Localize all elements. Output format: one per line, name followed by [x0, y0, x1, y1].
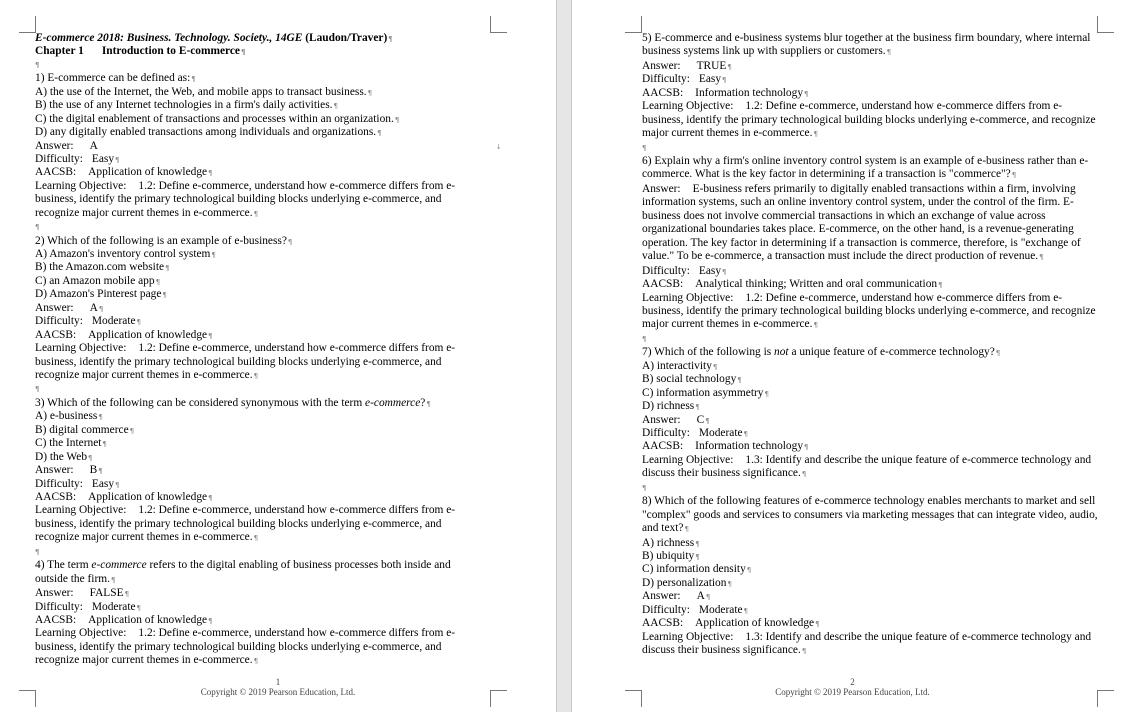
question-8-option-d — [642, 577, 1102, 590]
lo-value: 1.2: Define e-commerce, understand how e-commerce differs from e-business, identify the primary technological building blocks underlying e-commerce, and recognize major current themes in e-commerce. — [35, 342, 456, 382]
question-4-answer — [35, 587, 475, 600]
answer-label: Answer: — [642, 59, 681, 72]
aacsb-label: AACSB: — [35, 613, 77, 626]
answer-label: Answer: — [35, 587, 74, 600]
option-text: A) richness — [642, 536, 695, 549]
pilcrow-mark: ¶ — [426, 399, 431, 408]
empty-paragraph — [642, 482, 1102, 495]
pilcrow-mark: ¶ — [35, 547, 40, 556]
question-8-option-a — [642, 537, 1102, 550]
pilcrow-mark: ¶ — [727, 62, 732, 71]
lo-label: Learning Objective: — [642, 630, 734, 643]
document-page-1[interactable] — [0, 0, 556, 712]
question-text: refers to the digital enabling of business processes both inside and outside the firm. — [35, 559, 451, 585]
difficulty-label: Difficulty: — [642, 426, 690, 439]
question-1-option-c — [35, 113, 475, 126]
aacsb-value: Application of knowledge — [88, 328, 208, 341]
question-text-italic: e-commerce — [91, 559, 147, 572]
pilcrow-mark: ¶ — [208, 493, 213, 502]
pilcrow-mark: ¶ — [695, 552, 700, 561]
question-3-aacsb — [35, 491, 475, 504]
page-gutter — [556, 0, 572, 712]
pilcrow-mark: ¶ — [155, 277, 161, 286]
pilcrow-mark: ¶ — [684, 525, 689, 534]
question-text: ? — [420, 396, 426, 409]
pilcrow-mark: ¶ — [377, 129, 382, 138]
pilcrow-mark: ¶ — [764, 389, 769, 398]
question-text: 7) Which of the following is — [642, 346, 775, 359]
question-4-learning-objective — [35, 627, 475, 668]
question-2-answer — [35, 302, 475, 315]
crop-mark-top-right — [490, 16, 507, 33]
crop-mark-top-left — [19, 16, 36, 33]
option-text: B) social technology — [642, 373, 737, 386]
question-text: 2) Which of the following is an example of e-business? — [35, 234, 287, 247]
pilcrow-mark: ¶ — [804, 89, 809, 98]
question-3-option-d — [35, 451, 475, 464]
aacsb-value: Information technology — [695, 440, 804, 453]
aacsb-value: Analytical thinking; Written and oral communication — [695, 278, 938, 291]
question-5-answer — [642, 60, 1102, 73]
question-3-answer — [35, 464, 475, 477]
pilcrow-mark: ¶ — [746, 566, 752, 575]
question-1-option-d — [35, 126, 475, 139]
question-2-option-a — [35, 248, 475, 261]
aacsb-label: AACSB: — [642, 278, 684, 291]
answer-value: B — [89, 464, 98, 477]
difficulty-label: Difficulty: — [642, 73, 690, 86]
question-text-italic: e-commerce — [365, 396, 421, 409]
question-text: a unique feature of e-commerce technology? — [788, 346, 995, 359]
empty-paragraph — [642, 333, 1102, 346]
lo-value: 1.2: Define e-commerce, understand how e-commerce differs from e-business, identify the primary technological building blocks underlying e-commerce, and recognize major current themes in e-commerce. — [642, 291, 1096, 331]
question-text: 8) Which of the following features of e-commerce technology enables merchants to market and sell "complex" goods and services to consumers via marketing messages that can integrate video, audio, and text? — [642, 495, 1098, 535]
pilcrow-mark: ¶ — [813, 321, 818, 330]
question-2-difficulty — [35, 315, 475, 328]
pilcrow-mark: ¶ — [136, 318, 142, 327]
question-8-answer — [642, 590, 1102, 603]
aacsb-value: Information technology — [695, 86, 804, 99]
question-4-difficulty — [35, 601, 475, 614]
aacsb-label: AACSB: — [642, 617, 684, 630]
question-5-learning-objective — [642, 100, 1102, 141]
difficulty-value: Easy — [91, 152, 115, 165]
pilcrow-mark: ¶ — [743, 606, 749, 615]
difficulty-value: Easy — [698, 73, 722, 86]
pilcrow-mark: ¶ — [165, 264, 170, 273]
question-2-option-c — [35, 275, 475, 288]
option-text: A) interactivity — [642, 359, 712, 372]
question-7-aacsb — [642, 440, 1102, 453]
question-2-learning-objective — [35, 342, 475, 383]
pilcrow-mark: ¶ — [737, 376, 742, 385]
pilcrow-mark: ¶ — [136, 603, 142, 612]
title-italic: E-commerce 2018: Business. Technology. Society., 14GE — [35, 32, 303, 44]
option-text: D) Amazon's Pinterest page — [35, 288, 162, 301]
question-5-aacsb — [642, 87, 1102, 100]
answer-value: FALSE — [89, 587, 124, 600]
question-3-difficulty — [35, 478, 475, 491]
chapter-title: Introduction to E-commerce — [101, 45, 240, 58]
question-1-answer — [35, 139, 502, 153]
question-1-option-a — [35, 86, 475, 99]
option-text: A) Amazon's inventory control system — [35, 248, 211, 261]
difficulty-label: Difficulty: — [642, 264, 690, 277]
pilcrow-mark: ¶ — [695, 539, 700, 548]
option-text: D) personalization — [642, 576, 727, 589]
pilcrow-mark: ¶ — [1011, 171, 1017, 180]
lo-label: Learning Objective: — [35, 179, 127, 192]
answer-label: Answer: — [35, 139, 74, 152]
answer-label: Answer: — [642, 413, 681, 426]
pilcrow-mark: ¶ — [191, 75, 196, 84]
question-text: 3) Which of the following can be considered synonymous with the term — [35, 396, 366, 409]
pilcrow-mark: ¶ — [801, 647, 807, 656]
answer-label: Answer: — [642, 182, 681, 195]
option-text: B) ubiquity — [642, 549, 695, 562]
aacsb-value: Application of knowledge — [88, 490, 208, 503]
crop-mark-top-right — [1097, 16, 1114, 33]
lo-value: 1.2: Define e-commerce, understand how e-commerce differs from e-business, identify the primary technological building blocks underlying e-commerce, and recognize major current themes in e-commerce. — [642, 100, 1096, 140]
lo-value: 1.3: Identify and describe the unique feature of e-commerce technology and discuss their business significance. — [642, 453, 1092, 480]
lo-label: Learning Objective: — [642, 291, 734, 304]
lo-label: Learning Objective: — [642, 453, 734, 466]
question-8-difficulty — [642, 604, 1102, 617]
option-text: D) richness — [642, 400, 695, 413]
question-1-option-b — [35, 99, 475, 112]
pilcrow-mark: ¶ — [722, 76, 727, 85]
pilcrow-mark: ¶ — [102, 440, 107, 449]
aacsb-label: AACSB: — [35, 490, 77, 503]
pilcrow-mark: ¶ — [208, 169, 213, 178]
option-text: D) any digitally enabled transactions among individuals and organizations. — [35, 126, 377, 139]
question-6-difficulty — [642, 265, 1102, 278]
document-page-2[interactable] — [572, 0, 1133, 712]
pilcrow-mark: ¶ — [815, 620, 820, 629]
difficulty-value: Moderate — [91, 600, 136, 613]
question-6-answer — [642, 183, 1102, 265]
question-5-difficulty — [642, 73, 1102, 86]
chapter-heading — [35, 45, 475, 58]
difficulty-label: Difficulty: — [35, 477, 83, 490]
option-text: B) the Amazon.com website — [35, 261, 165, 274]
question-2-option-b — [35, 261, 475, 274]
pilcrow-mark: ¶ — [642, 143, 647, 152]
lo-label: Learning Objective: — [35, 342, 127, 355]
question-text: 6) Explain why a firm's online inventory control system is an example of e-business rather than e-commerce. What is the key factor in determining if a transaction is "commerce"? — [642, 155, 1089, 181]
empty-paragraph — [35, 59, 475, 72]
question-6-learning-objective — [642, 292, 1102, 333]
pilcrow-mark: ¶ — [886, 48, 892, 57]
question-8-aacsb — [642, 617, 1102, 630]
pilcrow-mark: ¶ — [253, 657, 259, 666]
aacsb-value: Application of knowledge — [88, 613, 208, 626]
question-3-option-b — [35, 424, 475, 437]
option-text: B) digital commerce — [35, 423, 129, 436]
pilcrow-mark: ¶ — [712, 362, 718, 371]
pilcrow-mark: ¶ — [388, 35, 393, 43]
pilcrow-mark: ¶ — [1039, 253, 1044, 262]
pilcrow-mark: ¶ — [162, 291, 167, 300]
question-8-option-c — [642, 563, 1102, 576]
option-text: C) information density — [642, 563, 746, 576]
pilcrow-mark: ¶ — [727, 579, 732, 588]
aacsb-label: AACSB: — [642, 440, 684, 453]
question-8-learning-objective — [642, 631, 1102, 659]
question-7-option-c — [642, 387, 1102, 400]
answer-value: C — [696, 413, 705, 426]
difficulty-value: Moderate — [91, 315, 136, 328]
pilcrow-mark: ¶ — [705, 593, 711, 602]
lo-value: 1.2: Define e-commerce, understand how e-commerce differs from e-business, identify the primary technological building blocks underlying e-commerce, and recognize major current themes in e-commerce. — [35, 504, 456, 544]
empty-paragraph — [642, 142, 1102, 155]
pilcrow-mark: ¶ — [642, 334, 647, 343]
pilcrow-mark: ¶ — [253, 209, 259, 218]
option-text: C) the Internet — [35, 437, 102, 450]
title-plain: (Laudon/Traver) — [302, 32, 388, 44]
page-break-mark: ↓ — [495, 142, 502, 151]
page-1-footer — [0, 677, 556, 697]
pilcrow-mark: ¶ — [124, 590, 130, 599]
question-1-stem — [35, 72, 475, 85]
empty-paragraph — [35, 383, 475, 396]
page-number: 2 — [850, 677, 855, 687]
option-text: D) the Web — [35, 450, 88, 463]
pilcrow-mark: ¶ — [208, 616, 213, 625]
question-text-italic: not — [774, 346, 789, 359]
difficulty-label: Difficulty: — [642, 603, 690, 616]
lo-value: 1.2: Define e-commerce, understand how e-commerce differs from e-business, identify the primary technological building blocks underlying e-commerce, and recognize major current themes in e-commerce. — [35, 179, 456, 219]
pilcrow-mark: ¶ — [115, 480, 120, 489]
answer-value: TRUE — [696, 59, 727, 72]
aacsb-value: Application of knowledge — [88, 166, 208, 179]
pilcrow-mark: ¶ — [35, 223, 40, 232]
lo-label: Learning Objective: — [35, 627, 127, 640]
pilcrow-mark: ¶ — [253, 372, 259, 381]
difficulty-value: Moderate — [698, 603, 743, 616]
question-text: 1) E-commerce can be defined as: — [35, 72, 191, 85]
lo-label: Learning Objective: — [642, 100, 734, 113]
pilcrow-mark: ¶ — [333, 102, 338, 111]
option-text: C) the digital enablement of transactions and processes within an organization. — [35, 112, 394, 125]
empty-paragraph — [35, 546, 475, 559]
page-2-body[interactable] — [642, 32, 1102, 658]
lo-value: 1.2: Define e-commerce, understand how e-commerce differs from e-business, identify the primary technological building blocks underlying e-commerce, and recognize major current themes in e-commerce. — [35, 627, 456, 667]
aacsb-value: Application of knowledge — [695, 617, 815, 630]
question-7-stem — [642, 346, 1102, 359]
question-7-option-d — [642, 400, 1102, 413]
question-2-option-d — [35, 288, 475, 301]
pilcrow-mark: ¶ — [98, 467, 103, 476]
question-5-stem — [642, 32, 1102, 60]
question-4-aacsb — [35, 614, 475, 627]
question-text: 5) E-commerce and e-business systems blur together at the business firm boundary, where internal business systems link up with suppliers or customers. — [642, 32, 1091, 58]
question-7-answer — [642, 414, 1102, 427]
page-2-footer — [572, 677, 1133, 697]
pilcrow-mark: ¶ — [211, 251, 216, 260]
question-8-option-b — [642, 550, 1102, 563]
pilcrow-mark: ¶ — [115, 155, 120, 164]
pilcrow-mark: ¶ — [705, 416, 710, 425]
pilcrow-mark: ¶ — [98, 304, 104, 313]
crop-mark-top-left — [625, 16, 642, 33]
question-3-learning-objective — [35, 504, 475, 545]
option-text: C) information asymmetry — [642, 386, 764, 399]
question-6-stem — [642, 155, 1102, 183]
aacsb-label: AACSB: — [35, 166, 77, 179]
difficulty-value: Moderate — [698, 426, 743, 439]
pilcrow-mark: ¶ — [813, 130, 818, 139]
question-3-option-a — [35, 410, 475, 423]
option-text: A) the use of the Internet, the Web, and mobile apps to transact business. — [35, 85, 367, 98]
pilcrow-mark: ¶ — [287, 237, 293, 246]
question-2-aacsb — [35, 329, 475, 342]
pilcrow-mark: ¶ — [722, 267, 727, 276]
aacsb-label: AACSB: — [35, 328, 77, 341]
answer-value: A — [89, 301, 98, 314]
empty-paragraph — [35, 221, 475, 234]
copyright-notice: Copyright © 2019 Pearson Education, Ltd. — [200, 687, 356, 697]
difficulty-label: Difficulty: — [35, 152, 83, 165]
pilcrow-mark: ¶ — [240, 48, 246, 57]
difficulty-value: Easy — [698, 264, 722, 277]
pilcrow-mark: ¶ — [394, 115, 400, 124]
pilcrow-mark: ¶ — [35, 385, 40, 394]
pilcrow-mark: ¶ — [98, 413, 103, 422]
chapter-label: Chapter 1 — [35, 45, 84, 58]
pilcrow-mark: ¶ — [642, 483, 647, 492]
pilcrow-mark: ¶ — [695, 403, 700, 412]
pilcrow-mark: ¶ — [110, 575, 116, 584]
pilcrow-mark: ¶ — [938, 281, 943, 290]
answer-value: E-business refers primarily to digitally enabled transactions within a firm, involving information systems, such an online inventory control system, under the control of the firm. E-business does not involve commercial transactions in which an exchange of value across organizational boundaries takes place. E-commerce, on the other hand, is a revenue-generating operation. The key factor in determining if a transaction is commerce, therefore, is "exchange of value." To be e-commerce, a transaction must include the direct production of revenue. — [642, 182, 1081, 263]
question-8-stem — [642, 495, 1102, 536]
pilcrow-mark: ¶ — [801, 470, 807, 479]
pilcrow-mark: ¶ — [367, 88, 373, 97]
question-7-learning-objective — [642, 454, 1102, 482]
answer-value: A — [696, 590, 705, 603]
aacsb-label: AACSB: — [642, 86, 684, 99]
option-text: C) an Amazon mobile app — [35, 274, 155, 287]
page-number: 1 — [275, 677, 281, 687]
difficulty-label: Difficulty: — [35, 315, 83, 328]
question-7-option-a — [642, 360, 1102, 373]
question-3-stem — [35, 397, 475, 410]
question-7-difficulty — [642, 427, 1102, 440]
question-3-option-c — [35, 437, 475, 450]
pilcrow-mark: ¶ — [804, 443, 809, 452]
question-text: 4) The term — [35, 559, 92, 572]
question-1-aacsb — [35, 166, 475, 179]
question-4-stem — [35, 559, 475, 587]
lo-value: 1.3: Identify and describe the unique feature of e-commerce technology and discuss their business significance. — [642, 630, 1092, 657]
question-6-aacsb — [642, 278, 1102, 291]
lo-label: Learning Objective: — [35, 504, 127, 517]
difficulty-label: Difficulty: — [35, 600, 83, 613]
option-text: B) the use of any Internet technologies in a firm's daily activities. — [35, 99, 333, 112]
document-title — [35, 32, 475, 45]
question-7-option-b — [642, 373, 1102, 386]
answer-label: Answer: — [35, 464, 74, 477]
copyright-notice: Copyright © 2019 Pearson Education, Ltd. — [775, 687, 930, 697]
question-1-difficulty — [35, 153, 475, 166]
pilcrow-mark: ¶ — [35, 60, 40, 69]
pilcrow-mark: ¶ — [253, 534, 259, 543]
answer-label: Answer: — [35, 301, 74, 314]
difficulty-value: Easy — [91, 477, 115, 490]
pilcrow-mark: ¶ — [208, 331, 213, 340]
page-1-body[interactable] — [35, 32, 502, 669]
pilcrow-mark: ¶ — [88, 453, 93, 462]
answer-value: A — [89, 139, 98, 152]
pilcrow-mark: ¶ — [995, 349, 1001, 358]
pilcrow-mark: ¶ — [743, 429, 749, 438]
pilcrow-mark: ¶ — [129, 426, 135, 435]
option-text: A) e-business — [35, 410, 98, 423]
answer-label: Answer: — [642, 590, 681, 603]
question-1-learning-objective — [35, 180, 475, 221]
question-2-stem — [35, 235, 475, 248]
